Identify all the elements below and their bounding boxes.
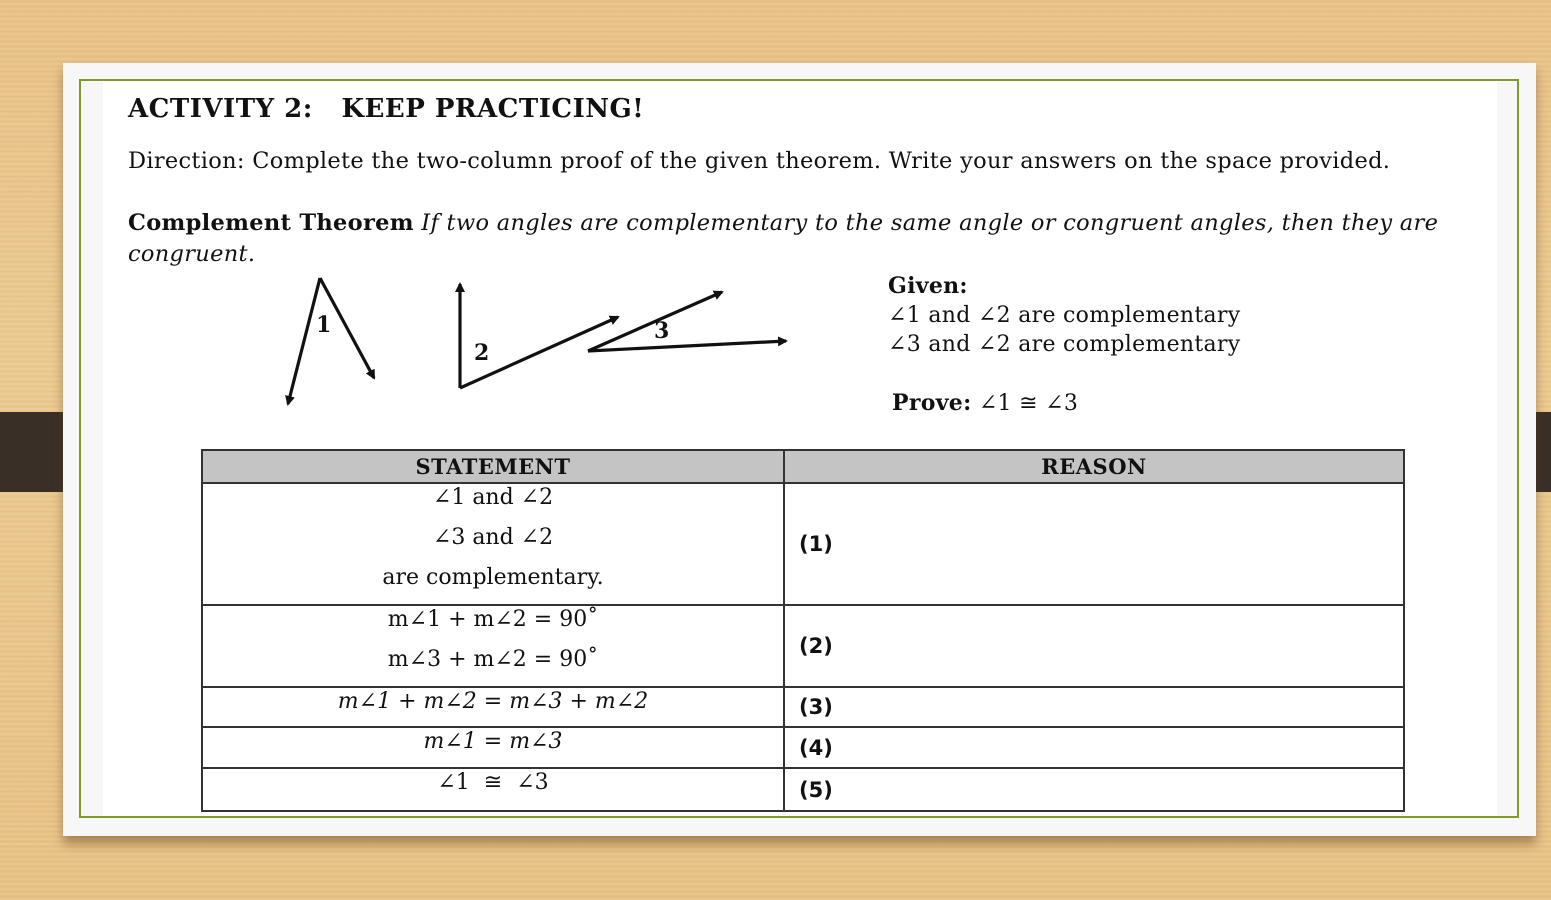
statement-line: ∠3 and ∠2 <box>432 525 554 550</box>
prove-block <box>892 390 1078 416</box>
statement-cell <box>202 605 784 687</box>
direction-text: Direction: Complete the two-column proof of the given theorem. Write your answers on the space provided. <box>128 148 1391 174</box>
prove-label: Prove: <box>892 390 972 416</box>
angle-label-1: 1 <box>316 312 332 338</box>
table-row <box>202 605 1404 687</box>
theorem-block <box>128 208 1508 270</box>
statement-line: m∠1 + m∠2 = m∠3 + m∠2 <box>337 689 649 714</box>
reason-cell-4[interactable]: (4) <box>784 727 1404 768</box>
statement-line: m∠1 = m∠3 <box>423 729 563 754</box>
table-row <box>202 483 1404 605</box>
statement-line: are complementary. <box>382 565 604 590</box>
angle-label-2: 2 <box>474 340 490 366</box>
statement-cell <box>202 727 784 768</box>
two-column-proof-table <box>201 449 1405 812</box>
given-label: Given: <box>888 273 968 299</box>
table-row <box>202 687 1404 727</box>
reason-cell-1[interactable]: (1) <box>784 483 1404 605</box>
angle-figure <box>270 270 810 420</box>
statement-cell <box>202 687 784 727</box>
activity-title: ACTIVITY 2: KEEP PRACTICING! <box>128 94 645 124</box>
angles-diagram-icon <box>270 270 810 420</box>
reason-cell-3[interactable]: (3) <box>784 687 1404 727</box>
prove-statement: ∠1 ≅ ∠3 <box>978 391 1079 416</box>
statement-header: STATEMENT <box>202 450 784 483</box>
given-line-1: ∠1 and ∠2 are complementary <box>888 303 1241 328</box>
given-line-2: ∠3 and ∠2 are complementary <box>888 332 1241 357</box>
theorem-name: Complement Theorem <box>128 210 414 236</box>
reason-header: REASON <box>784 450 1404 483</box>
statement-line: m∠3 + m∠2 = 90˚ <box>387 647 599 672</box>
statement-line: ∠1 ≅ ∠3 <box>437 770 549 795</box>
statement-line: m∠1 + m∠2 = 90˚ <box>387 607 599 632</box>
reason-cell-5[interactable]: (5) <box>784 768 1404 811</box>
statement-line: ∠1 and ∠2 <box>432 485 554 510</box>
theorem-statement: If two angles are complementary to the same angle or congruent angles, then they are congruent. <box>128 210 1439 267</box>
statement-cell <box>202 768 784 811</box>
table-row <box>202 768 1404 811</box>
given-block <box>888 272 1240 359</box>
reason-cell-2[interactable]: (2) <box>784 605 1404 687</box>
table-row <box>202 727 1404 768</box>
angle-label-3: 3 <box>654 318 670 344</box>
statement-cell <box>202 483 784 605</box>
